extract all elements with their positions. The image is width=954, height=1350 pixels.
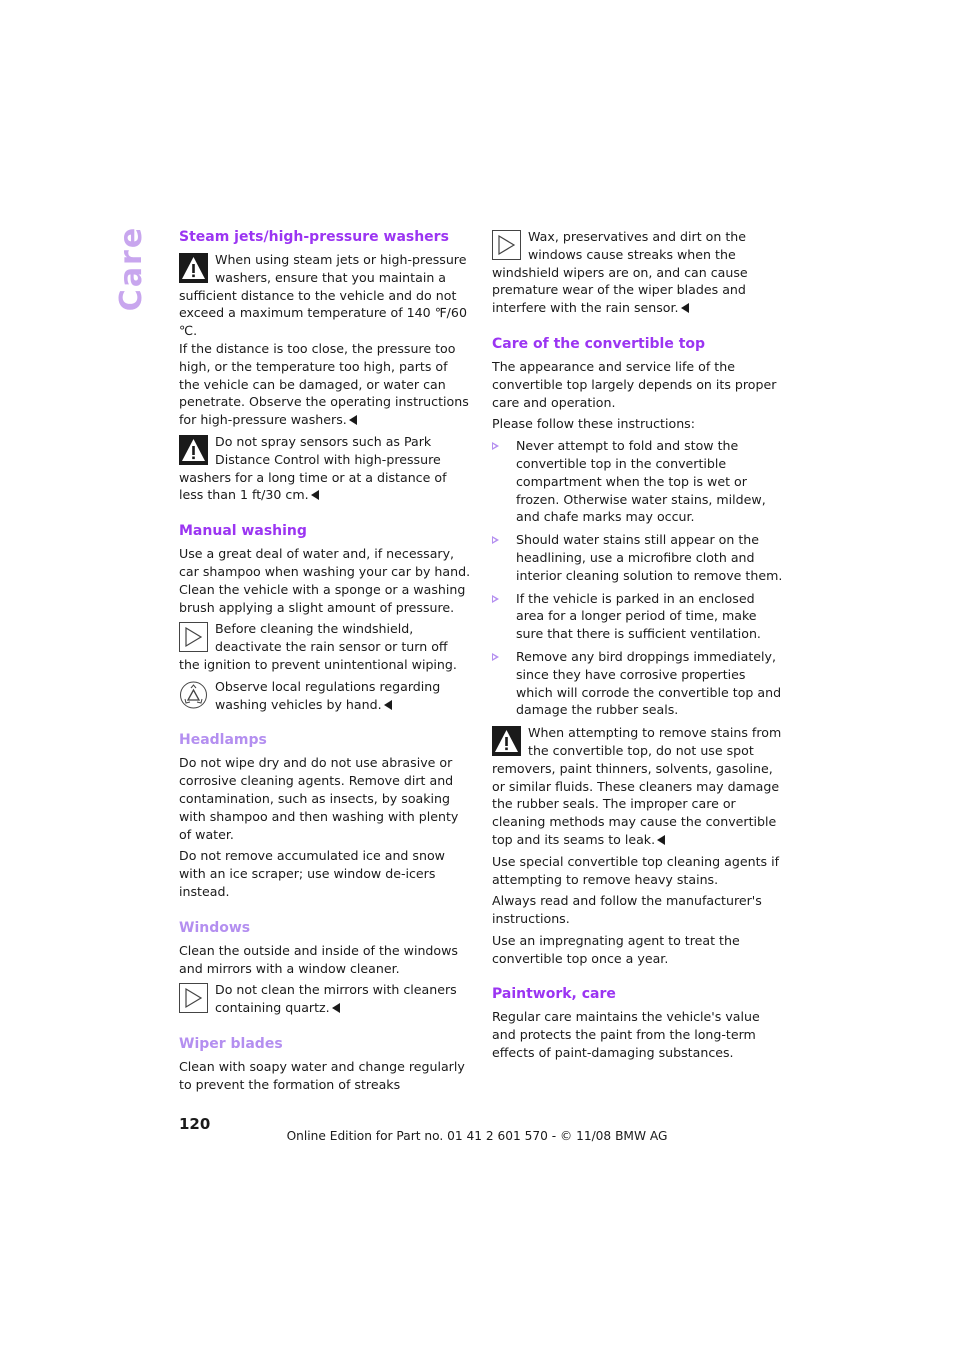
windows-heading: Windows: [179, 919, 251, 936]
convertible-paragraph-5: Use an impregnating agent to treat the convertible top once a year.: [492, 932, 740, 966]
wax-note-text: Wax, preservatives and dirt on the windows cause streaks when the windshield wipers are on, and can cause premature wear of the wiper blades and interfere with the rain sensor.: [492, 229, 748, 316]
bullet-arrow-icon: [492, 653, 499, 661]
mirror-note: [179, 981, 471, 1017]
convertible-paragraph-3: Use special convertible top cleaning agents if attempting to remove heavy stains.: [492, 853, 780, 887]
bullet-arrow-icon: [492, 595, 499, 603]
list-item: [492, 590, 786, 643]
sensor-warning-text: Do not spray sensors such as Park Distance Control with high-pressure washers for a long time or at a distance of less than 1 ft/30 cm.: [179, 433, 447, 503]
headlamps-heading: Headlamps: [179, 732, 267, 749]
windows-paragraph: Clean the outside and inside of the windows and mirrors with a window cleaner.: [179, 942, 458, 976]
left-column: [179, 228, 471, 1093]
headlamps-paragraph-2: Do not remove accumulated ice and snow with an ice scraper; use window de-icers instead.: [179, 848, 445, 899]
sensor-warning-note: [179, 433, 471, 504]
section-side-tab: [112, 225, 152, 311]
warning-icon: [492, 726, 521, 756]
convertible-paragraph-2: Please follow these instructions:: [492, 416, 695, 432]
convertible-paragraph-1: The appearance and service life of the convertible top largely depends on its proper care and operation.: [492, 358, 777, 410]
right-column: [492, 228, 786, 1062]
note-arrow-icon: [179, 983, 208, 1013]
warning-icon: [179, 253, 208, 283]
steam-heading: Steam jets/high-pressure washers: [179, 229, 449, 245]
mirror-note-text: Do not clean the mirrors with cleaners containing quartz.: [215, 982, 457, 1016]
list-item: [492, 437, 786, 526]
paintwork-heading: Paintwork, care: [492, 986, 616, 1003]
end-mark-icon: [384, 700, 392, 710]
list-item-text: Never attempt to fold and stow the convertible top in the convertible compartment when the top is wet or frozen. Otherwise water stains, mildew, and chafe marks may occur.: [516, 438, 766, 525]
section-side-tab-label: Care: [114, 225, 150, 311]
end-mark-icon: [349, 415, 357, 425]
headlamps-paragraph-1: Do not wipe dry and do not use abrasive or corrosive cleaning agents. Remove dirt and contamination, such as insects, by soaking with shampoo and then washing with plenty of water.: [179, 755, 459, 842]
note-arrow-icon: [492, 230, 521, 260]
steam-paragraph: If the distance is too close, the pressure too high, or the temperature too high, parts of the vehicle can be damaged, or water can penetrate. Observe the operating instructions for high-pressure washers.: [179, 340, 469, 428]
rain-sensor-note-text: Before cleaning the windshield, deactivate the rain sensor or turn off the ignition to prevent unintentional wiping.: [179, 621, 457, 672]
paintwork-paragraph: Regular care maintains the vehicle's value and protects the paint from the long-term effects of paint-damaging substances.: [492, 1009, 760, 1061]
list-item: [492, 531, 786, 584]
bullet-arrow-icon: [492, 442, 499, 450]
convertible-paragraph-4: Always read and follow the manufacturer's instructions.: [492, 893, 762, 927]
end-mark-icon: [332, 1003, 340, 1013]
warning-icon: [179, 435, 208, 465]
environment-note-text: Observe local regulations regarding washing vehicles by hand.: [215, 678, 441, 712]
rain-sensor-note: [179, 620, 471, 673]
wiper-blades-paragraph: Clean with soapy water and change regularly to prevent the formation of streaks: [179, 1058, 465, 1092]
convertible-top-heading: Care of the convertible top: [492, 335, 706, 352]
steam-warning-text: When using steam jets or high-pressure washers, ensure that you maintain a sufficient distance to the vehicle and do not exceed a maximum temperature of 140 ℉/60 ℃.: [179, 252, 467, 339]
list-item-text: If the vehicle is parked in an enclosed area for a longer period of time, make sure that there is sufficient ventilation.: [516, 590, 761, 642]
stain-warning-text: When attempting to remove stains from the convertible top, do not use spot removers, paint thinners, solvents, gasoline, or similar fluids. These cleaners may damage the rubber seals. The improper care or cleaning methods may cause the convertible top and its seams to leak.: [492, 725, 782, 847]
wiper-blades-heading: Wiper blades: [179, 1035, 283, 1052]
convertible-instructions-list: [492, 437, 786, 719]
steam-warning-note: [179, 251, 471, 429]
list-item-text: Should water stains still appear on the headlining, use a microfibre cloth and interior cleaning solution to remove them.: [516, 532, 783, 583]
recycle-icon: [179, 680, 208, 710]
bullet-arrow-icon: [492, 536, 499, 544]
end-mark-icon: [681, 303, 689, 313]
list-item: [492, 648, 786, 719]
wax-note: [492, 228, 786, 317]
page-number: 120: [179, 1115, 211, 1133]
manual-washing-paragraph: Use a great deal of water and, if necessary, car shampoo when washing your car by hand. Clean the vehicle with a sponge or a washing brush applying a slight amount of pressure.: [179, 546, 471, 615]
note-arrow-icon: [179, 622, 208, 652]
environment-note: [179, 678, 471, 714]
manual-washing-heading: Manual washing: [179, 523, 307, 540]
list-item-text: Remove any bird droppings immediately, since they have corrosive properties which will corrode the convertible top and damage the rubber seals.: [516, 648, 782, 718]
end-mark-icon: [657, 835, 665, 845]
end-mark-icon: [311, 490, 319, 500]
stain-warning-note: [492, 724, 786, 849]
footer-text: Online Edition for Part no. 01 41 2 601 570 - © 11/08 BMW AG: [286, 1129, 668, 1143]
